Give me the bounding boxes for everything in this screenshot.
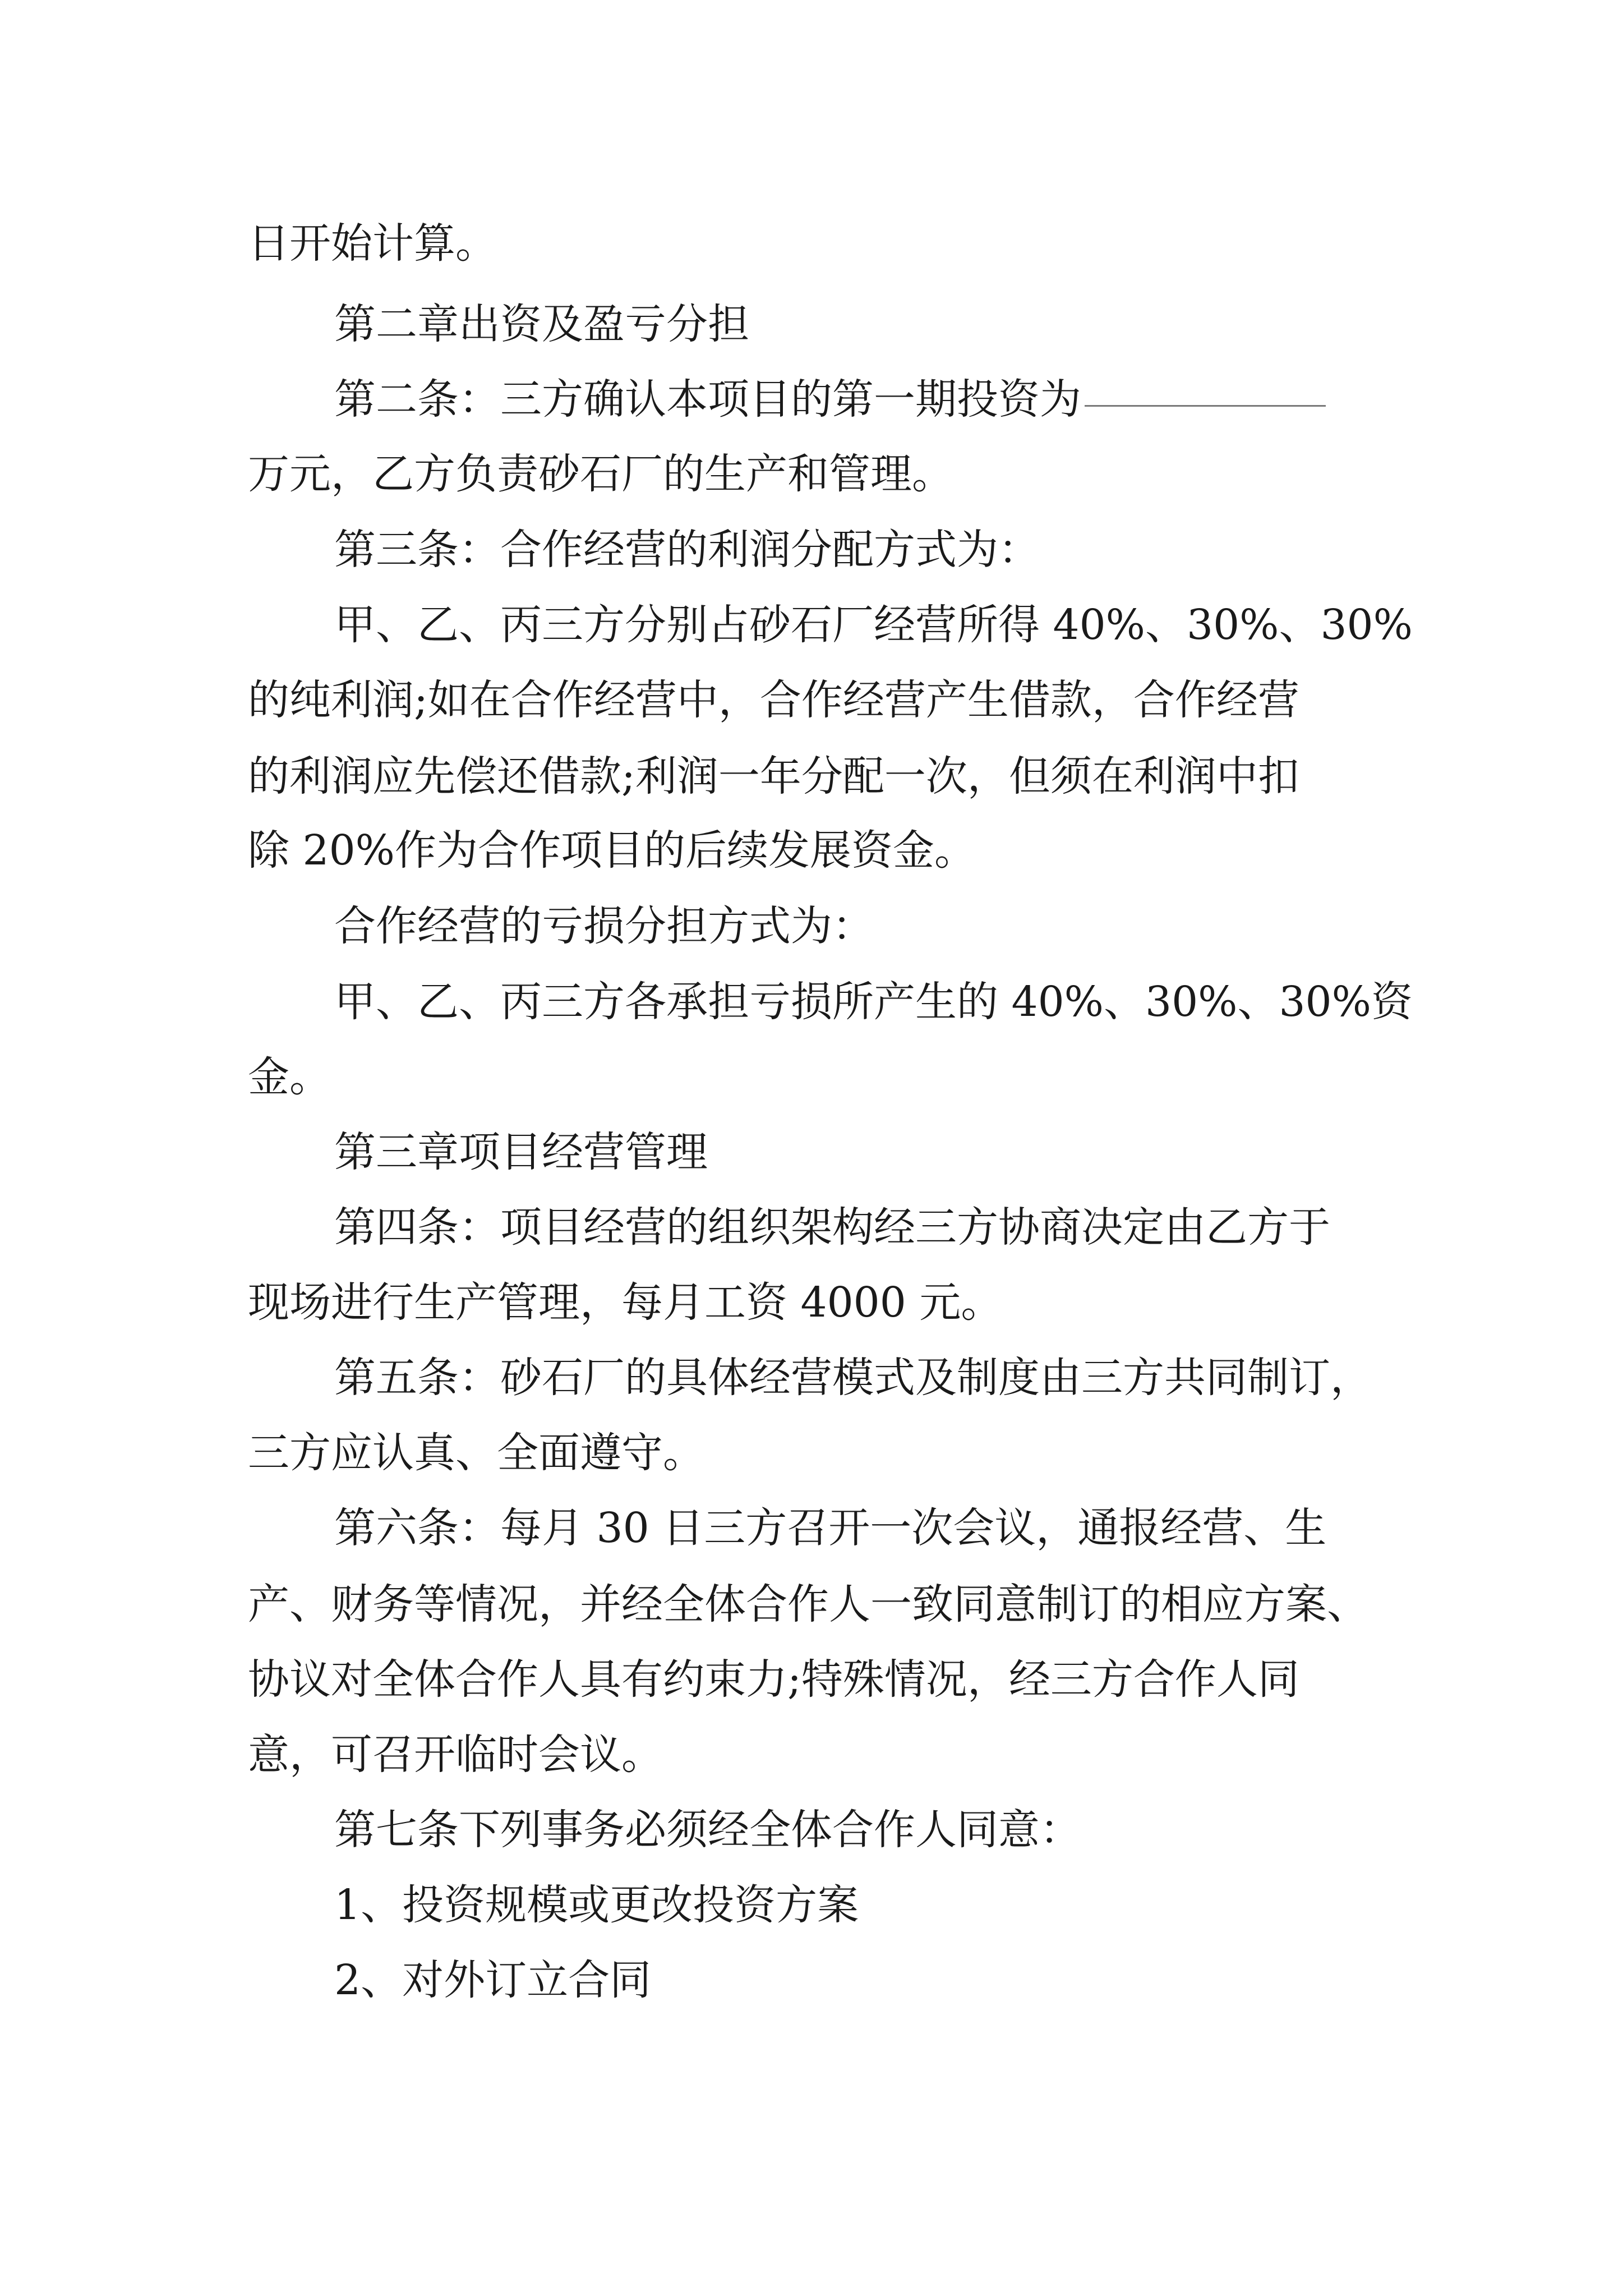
list-item: 1、投资规模或更改投资方案: [334, 1881, 859, 1929]
text-line: 除 20%作为合作项目的后续发展资金。: [248, 826, 976, 875]
text-line: 万元，乙方负责砂石厂的生产和管理。: [248, 450, 953, 498]
text-line: 现场进行生产管理，每月工资 4000 元。: [248, 1278, 1003, 1327]
text-line: 甲、乙、丙三方分别占砂石厂经营所得 40%、30%、30%: [334, 601, 1413, 649]
text-line: 意，可召开临时会议。: [248, 1731, 663, 1779]
article-line: 第四条：项目经营的组织架构经三方协商决定由乙方于: [334, 1203, 1330, 1251]
article-text: 第二条：三方确认本项目的第一期投资为: [334, 375, 1081, 424]
chapter-heading: 第三章项目经营管理: [334, 1128, 708, 1176]
article-line: [334, 372, 1326, 426]
amount-blank: [1085, 405, 1326, 407]
text-line: 合作经营的亏损分担方式为：: [334, 902, 874, 950]
text-line: 的纯利润;如在合作经营中，合作经营产生借款，合作经营: [248, 676, 1299, 724]
text-line: 协议对全体合作人具有约束力;特殊情况，经三方合作人同: [248, 1655, 1299, 1704]
text-line: 金。: [248, 1053, 331, 1101]
text-line: 产、财务等情况，并经全体合作人一致同意制订的相应方案、: [248, 1580, 1368, 1628]
text-line: 的利润应先偿还借款;利润一年分配一次，但须在利润中扣: [248, 752, 1299, 800]
text-line: 日开始计算。: [248, 219, 497, 268]
chapter-heading: 第二章出资及盈亏分担: [334, 300, 749, 348]
article-line: 第七条下列事务必须经全体合作人同意：: [334, 1806, 1081, 1854]
article-line: 第三条：合作经营的利润分配方式为：: [334, 526, 1040, 574]
article-line: 第五条：砂石厂的具体经营模式及制度由三方共同制订，: [334, 1354, 1372, 1402]
article-line: 第六条：每月 30 日三方召开一次会议，通报经营、生: [334, 1504, 1327, 1552]
text-line: 甲、乙、丙三方各承担亏损所产生的 40%、30%、30%资: [334, 978, 1413, 1026]
text-line: 三方应认真、全面遵守。: [248, 1429, 704, 1477]
list-item: 2、对外订立合同: [334, 1956, 652, 2004]
